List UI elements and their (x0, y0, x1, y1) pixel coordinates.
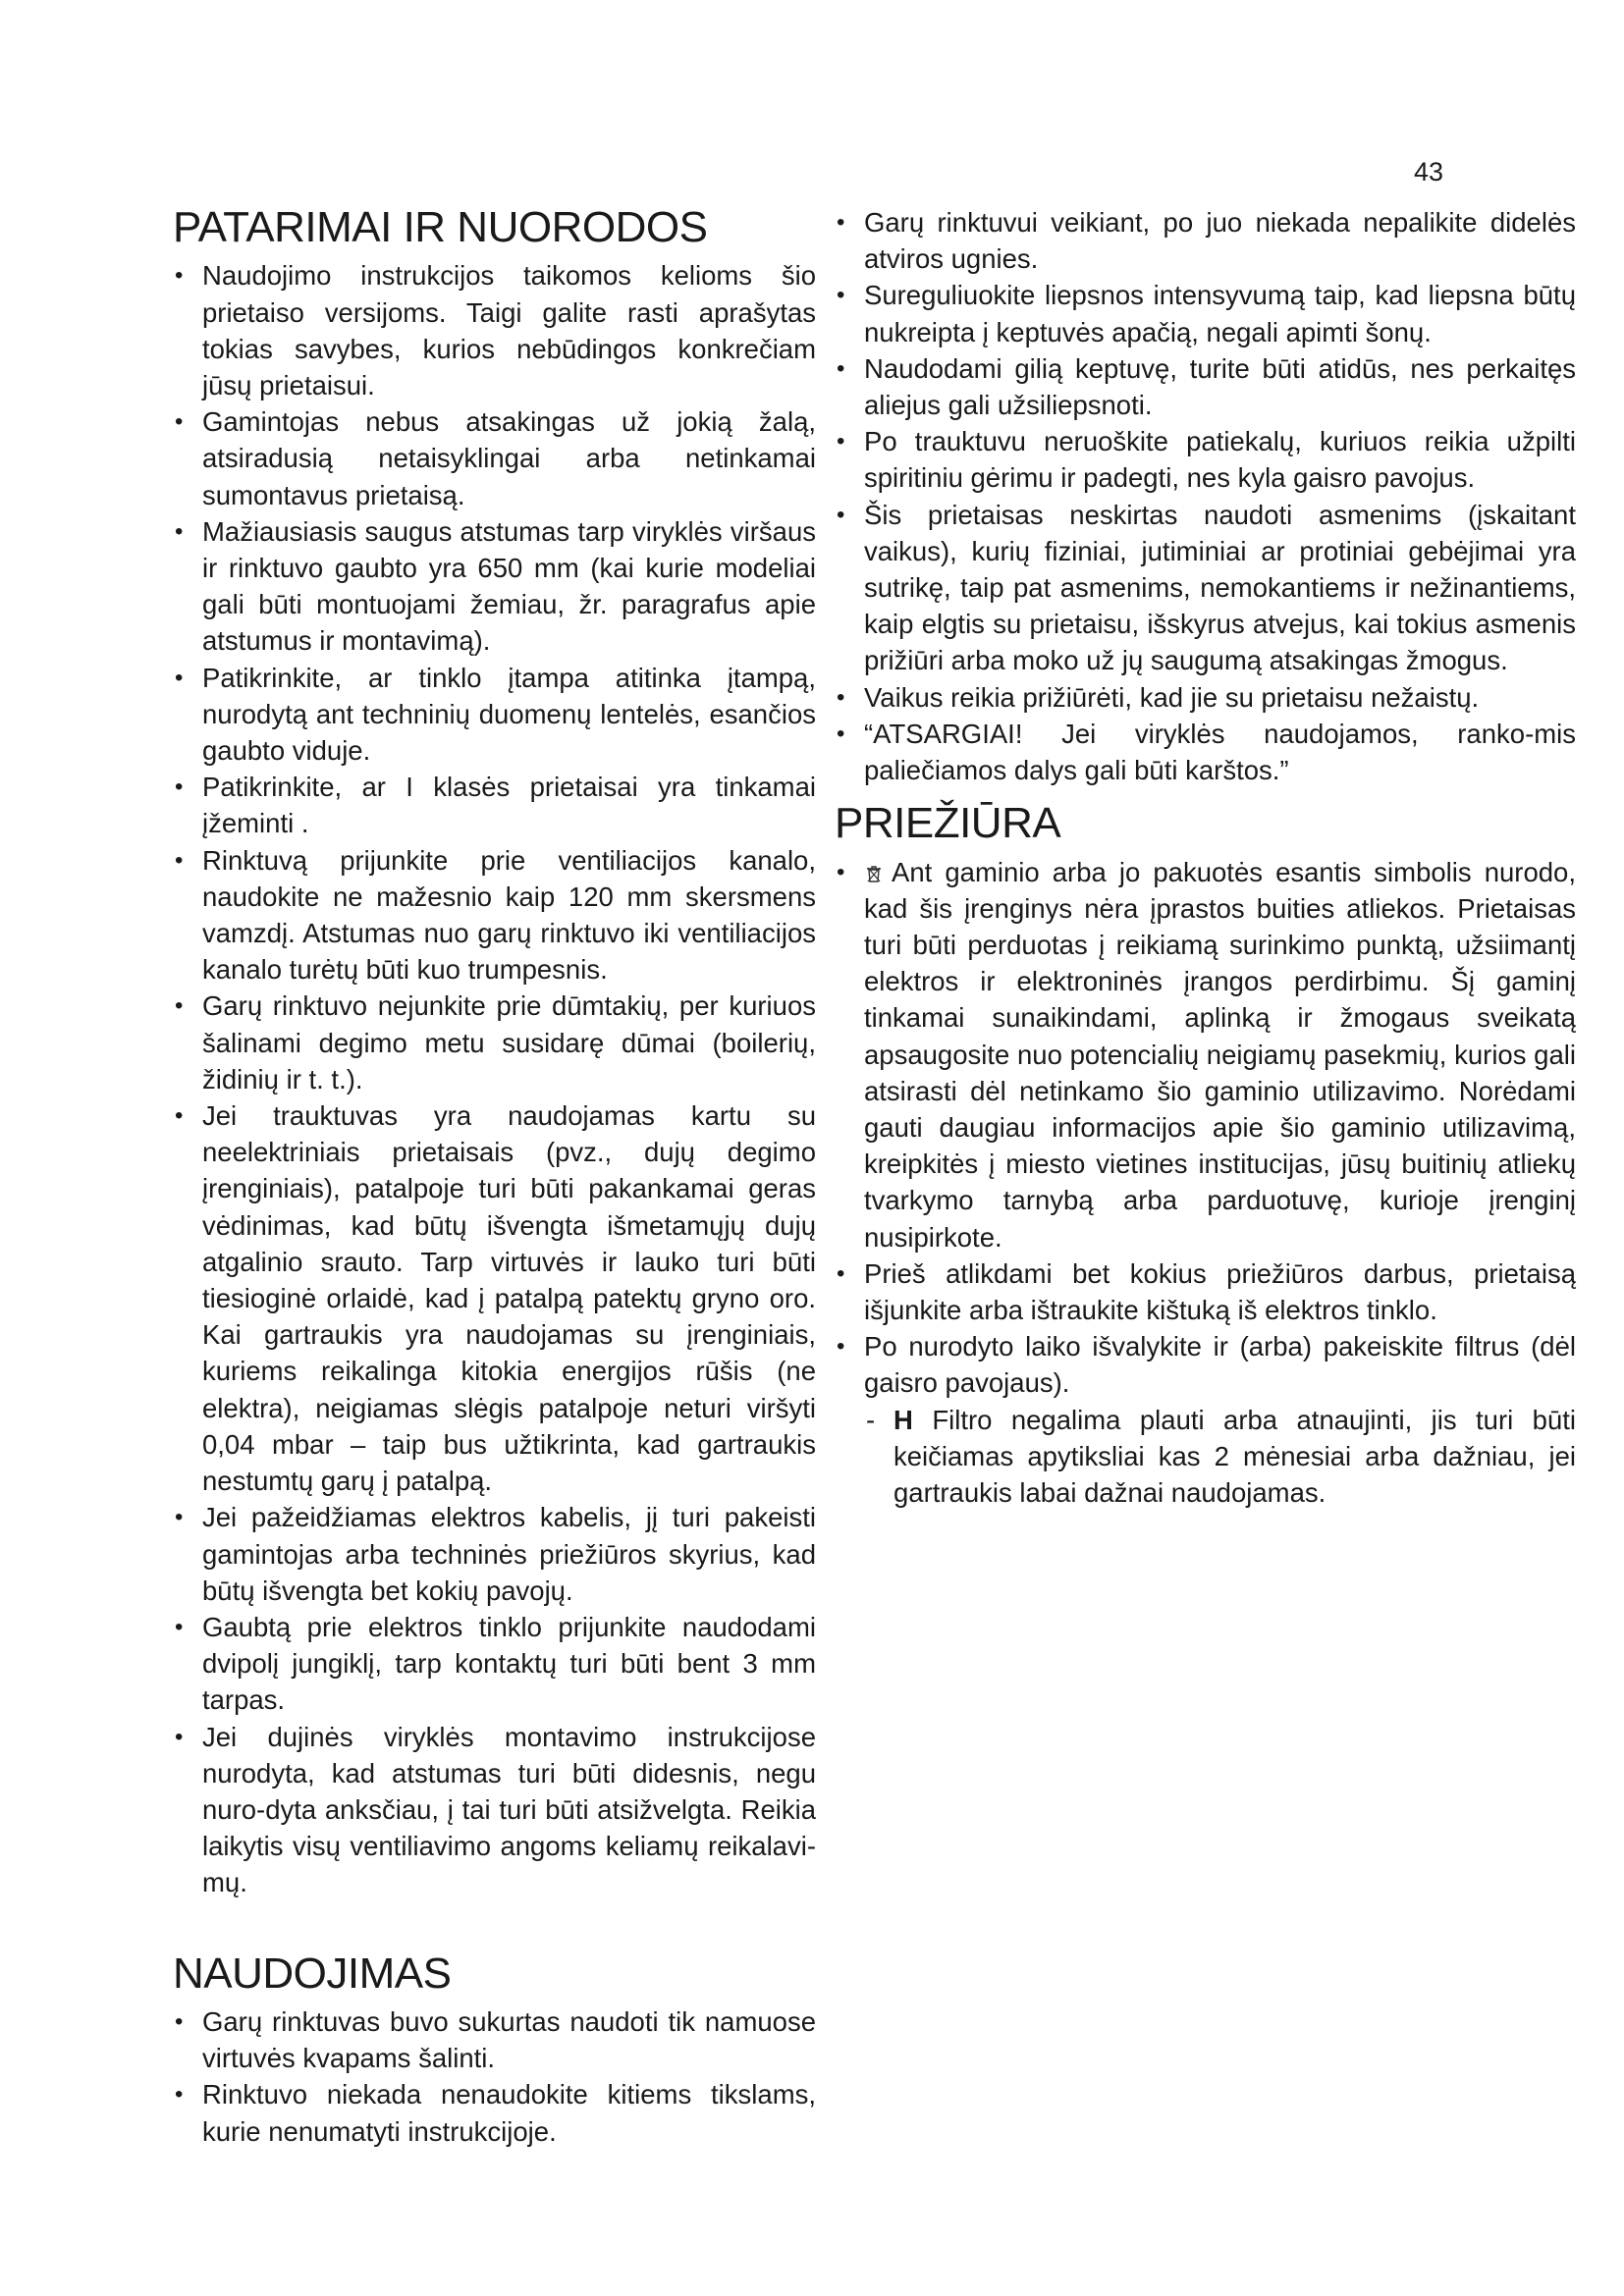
list-item: • Gamintojas nebus atsakingas už jokią žalą, atsiradusią netaisyklingai arba netinkamai sumontavus prietaisą. (173, 403, 816, 513)
list-item: • Naudodami gilią keptuvę, turite būti atidūs, nes perkaitęs aliejus gali užsiliepsnoti. (835, 350, 1576, 423)
filter-note-list (835, 1402, 1576, 1512)
list-item: • Garų rinktuvas buvo sukurtas naudoti tik namuose virtuvės kvapams šalinti. (173, 2003, 816, 2076)
filter-note-text: Filtro negalima plauti arba atnaujinti, jis turi būti keičiamas apytiksliai kas 2 mėnesiai arba dažniau, jei gartraukis labai dažnai naudojamas. (893, 1404, 1577, 1509)
filter-note (835, 1402, 1576, 1512)
list-item: • Garų rinktuvui veikiant, po juo niekada nepalikite didelės atviros ugnies. (835, 204, 1576, 277)
list-item: • Patikrinkite, ar tinklo įtampa atitinka įtampą, nurodytą ant techninių duomenų lentelės, esančios gaubto viduje. (173, 660, 816, 770)
list-item: • Jei dujinės viryklės montavimo instrukcijose nurodyta, kad atstumas turi būti didesnis, negu nuro-dyta anksčiau, į tai turi būti atsižvelgta. Reikia laikytis visų ventiliavimo angoms keliamų reikalavi-mų. (173, 1719, 816, 1901)
use-title: NAUDOJIMAS (173, 1949, 452, 1998)
care-title: PRIEŽIŪRA (835, 799, 1061, 848)
list-item: • Mažiausiasis saugus atstumas tarp viryklės viršaus ir rinktuvo gaubto yra 650 mm (kai kurie modeliai gali būti montuojami žemiau, žr. paragrafus apie atstumus ir montavimą). (173, 513, 816, 660)
list-item (835, 854, 1576, 1255)
filter-note-prefix: H (893, 1404, 913, 1435)
tips-title: PATARIMAI IR NUORODOS (173, 203, 708, 251)
list-item: • Šis prietaisas neskirtas naudoti asmenims (įskaitant vaikus), kurių fiziniai, jutiminiai ar protiniai gebėjimai yra sutrikę, taip pat asmenims, nemokantiems ir nežinantiems, kaip elgtis su prietaisu, išskyrus atvejus, kai tokius asmenis prižiūri arba moko už jų saugumą atsakingas žmogus. (835, 497, 1576, 679)
tips-list (173, 257, 816, 1900)
page-number: 43 (1414, 157, 1444, 187)
care-item-text: Ant gaminio arba jo pakuotės esantis simbolis nurodo, kad šis įrenginys nėra įprastos buities atliekos. Prietaisas turi būti perduotas į reikiamą surinkimo punktą, užsiimantį elektros ir elektroninės įrangos perdirbimu. Šį gaminį tinkamai sunaikindami, aplinką ir žmogaus sveikatą apsaugosite nuo potencialių neigiamų pasekmių, kurios gali atsirasti dėl netinkamo šio gaminio utilizavimo. Norėdami gauti daugiau informacijos apie šio gaminio utilizavimą, kreipkitės į miesto vietines institucijas, jūsų buitinių atliekų tvarkymo tarnybą arba parduotuvę, kurioje įrenginį nusipirkote. (864, 856, 1576, 1253)
list-item: • Jei trauktuvas yra naudojamas kartu su neelektriniais prietaisais (pvz., dujų degimo įrenginiais), patalpoje turi būti pakankamai geras vėdinimas, kad būtų išvengta išmetamųjų dujų atgalinio srauto. Tarp virtuvės ir lauko turi būti tiesioginė orlaidė, kad į patalpą patektų gryno oro. Kai gartraukis yra naudojamas su įrenginiais, kuriems reikalinga kitokia energijos rūšis (ne elektra), neigiamas slėgis patalpoje neturi viršyti 0,04 mbar – taip bus užtikrinta, kad gartraukis nestumtų garų į patalpą. (173, 1097, 816, 1499)
recycle-bin-icon (864, 864, 884, 883)
list-item: • Garų rinktuvo nejunkite prie dūmtakių, per kuriuos šalinami degimo metu susidarę dūmai (boilerių, židinių ir t. t.). (173, 988, 816, 1097)
list-item: • Po trauktuvu neruoškite patiekalų, kuriuos reikia užpilti spiritiniu gėrimu ir padegti, nes kyla gaisro pavojus. (835, 423, 1576, 496)
list-item: • “ATSARGIAI! Jei viryklės naudojamos, ranko-mis paliečiamos dalys gali būti karštos.” (835, 716, 1576, 788)
list-item: • Rinktuvą prijunkite prie ventiliacijos kanalo, naudokite ne mažesnio kaip 120 mm skersmens vamzdį. Atstumas nuo garų rinktuvo iki ventiliacijos kanalo turėtų būti kuo trumpesnis. (173, 842, 816, 988)
list-item: • Jei pažeidžiamas elektros kabelis, jį turi pakeisti gamintojas arba techninės priežiūros skyrius, kad būtų išvengta bet kokių pavojų. (173, 1499, 816, 1609)
list-item: • Sureguliuokite liepsnos intensyvumą taip, kad liepsna būtų nukreipta į keptuvės apačią, negali apimti šonų. (835, 277, 1576, 349)
list-item: • Patikrinkite, ar I klasės prietaisai yra tinkamai įžeminti . (173, 769, 816, 841)
use-list-continued (835, 204, 1576, 788)
use-list (173, 2003, 816, 2150)
left-column (173, 204, 816, 2150)
list-item: • Gaubtą prie elektros tinklo prijunkite naudodami dvipolį jungiklį, tarp kontaktų turi būti bent 3 mm tarpas. (173, 1609, 816, 1719)
list-item: • Naudojimo instrukcijos taikomos kelioms šio prietaiso versijoms. Taigi galite rasti aprašytas tokias savybes, kurios nebūdingos konkrečiam jūsų prietaisui. (173, 257, 816, 403)
list-item: • Rinktuvo niekada nenaudokite kitiems tikslams, kurie nenumatyti instrukcijoje. (173, 2076, 816, 2149)
list-item: • Vaikus reikia prižiūrėti, kad jie su prietaisu nežaistų. (835, 679, 1576, 716)
list-item: • Po nurodyto laiko išvalykite ir (arba) pakeiskite filtrus (dėl gaisro pavojaus). (835, 1328, 1576, 1401)
care-list (835, 854, 1576, 1402)
right-column (835, 204, 1576, 1511)
list-item: • Prieš atlikdami bet kokius priežiūros darbus, prietaisą išjunkite arba ištraukite kištuką iš elektros tinklo. (835, 1255, 1576, 1328)
